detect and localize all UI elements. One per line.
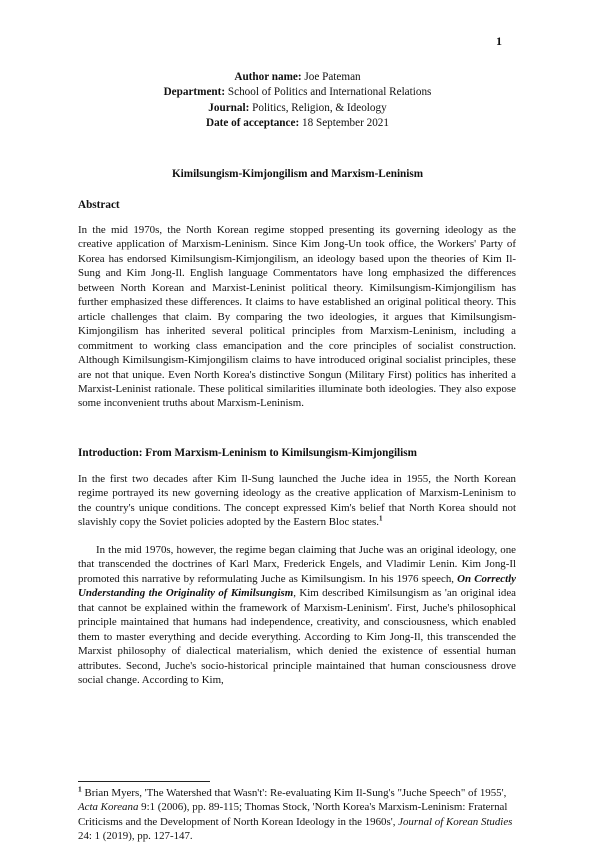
- date-line: [78, 116, 517, 131]
- article-metadata: [78, 70, 517, 131]
- abstract-heading: Abstract: [78, 199, 120, 211]
- paper-title: Kimilsungism-Kimjongilism and Marxism-Leninism: [171, 168, 424, 180]
- journal-label: Journal:: [208, 101, 250, 114]
- date-value: 18 September 2021: [301, 116, 389, 129]
- footnote-journal-a: Acta Koreana: [78, 801, 139, 814]
- abstract-text: In the mid 1970s, the North Korean regime stopped presenting its governing ideology as the creative application of Marxism-Leninism. Since Kim Jong-Un took office, the Workers' Party of Korea has endorsed Kimilsungism-Kimjongilism, an ideology based upon the theories of Kim Il-Sung and Kim Jong-Il. English language Commentators have long emphasized the differences between North Korean and Marxist-Leninist political theory. Kimilsungism-Kimjongilism has further emphasized these differences. It claims to have established an original political theory. This article challenges that claim. By comparing the two ideologies, it argues that Kimilsungism-Kimjongilism has inherited several political principles from Marxism-Leninism, including a commitment to working class emancipation and the core principles of socialist construction. Although Kimilsungism-Kimjongilism claims to have introduced original socialist principles, these are not that unique. Even North Korea's distinctive Songun (Military First) politics has inherited a Marxist-Leninist rationale. These political similarities illuminate both ideologies. They also expose some inconvenient truths about Marxism-Leninism.: [78, 224, 516, 410]
- introduction-heading: Introduction: From Marxism-Leninism to Kimilsungism-Kimjongilism: [78, 447, 417, 459]
- footnote-divider: [78, 781, 210, 782]
- footnote-mark: 1: [78, 784, 82, 794]
- paragraph-2-text-start: In the mid 1970s, however, the regime began claiming that Juche was an original ideology, one that transcended the doctrines of Karl Marx, Frederick Engels, and Vladimir Lenin. Kim Jong-Il promoted this narrative by reformulating Juche as Kimilsungism. In his 1976 speech,: [78, 544, 516, 585]
- department-label: Department:: [163, 86, 226, 99]
- footnote-journal-b: Journal of Korean Studies: [398, 815, 513, 828]
- page-number: 1: [496, 34, 502, 48]
- author-label: Author name:: [234, 71, 302, 83]
- department-value: School of Politics and International Relations: [227, 86, 432, 99]
- introduction-paragraph-1: [78, 472, 516, 530]
- journal-line: [78, 101, 517, 116]
- footnote-reference[interactable]: 1: [378, 514, 383, 523]
- date-label: Date of acceptance:: [206, 116, 300, 129]
- paragraph-2-text-end: , Kim described Kimilsungism as 'an original idea that cannot be explained within the framework of Marxism-Leninism'. First, Juche's philosophical principle maintained that humans had independence, creativity, and consciousness, which enabled them to master everything and decide everything. According to Kim Jong-Il, this transcended the Marxist philosophy of dialectical materialism, which denied the existence of essential human attributes. Second, Juche's socio-historical principle maintained that human consciousness drove social change. According to Kim,: [78, 587, 516, 687]
- speech-title: On Correctly Understanding the Originality of Kimilsungism: [78, 572, 516, 600]
- author-line: [78, 70, 517, 85]
- footnote-text-c: 24: 1 (2019), pp. 127-147.: [78, 830, 193, 843]
- footnote-text-b: 9:1 (2006), pp. 89-115; Thomas Stock, 'North Korea's Marxism-Leninism: Fraternal Criticisms and the Development of North Korean Ideology in the 1960s',: [78, 801, 508, 828]
- department-line: [78, 85, 517, 100]
- journal-value: Politics, Religion, & Ideology: [252, 101, 387, 114]
- introduction-paragraph-1-text: In the first two decades after Kim Il-Sung launched the Juche idea in 1955, the North Korean regime portrayed its new governing ideology as the creative application of Marxism-Leninism to the country's unique conditions. The concept expressed Kim's belief that North Korea should not slavishly copy the Soviet policies adopted by the Eastern Bloc states.: [78, 473, 516, 529]
- author-value: Joe Pateman: [304, 71, 361, 83]
- footnote-1: [78, 786, 516, 844]
- footnote-text-a: Brian Myers, 'The Watershed that Wasn't': Re-evaluating Kim Il-Sung's "Juche Speech" of 1955',: [81, 787, 507, 799]
- introduction-paragraph-2: [78, 543, 516, 688]
